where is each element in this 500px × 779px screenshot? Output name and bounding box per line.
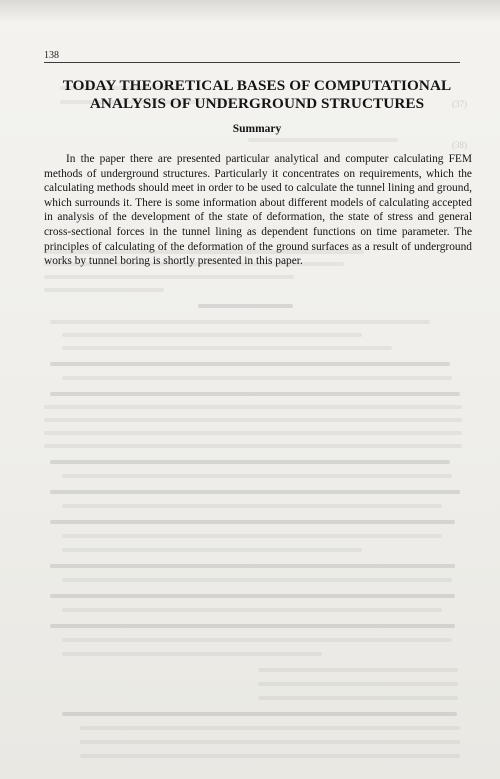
summary-paragraph: In the paper there are presented particular analytical and computer calculating FEM methods of underground structures. Particularly it concentrates on requirements, which the calculating methods should meet in order to be used to calculate the tunnel lining and ground, which surrounds it. There is some information about different models of calculating accepted in analysis of the development of the state of deformation, the state of stress and general cross-sectional forces in the tunnel lining as dependent functions on time parameter. The principles of calculating of the deformation of the ground surfaces as a result of underground works by tunnel boring is shortly presented in this paper. xyxy=(44,153,472,268)
summary-heading: Summary xyxy=(232,123,282,135)
scan-shadow xyxy=(0,0,500,22)
paper-title-line-1: TODAY THEORETICAL BASES OF COMPUTATIONAL xyxy=(62,77,452,94)
show-through-text: (37) (38) xyxy=(0,0,500,779)
header-rule xyxy=(44,62,460,63)
page-number: 138 xyxy=(44,50,59,61)
paper-title-line-2: ANALYSIS OF UNDERGROUND STRUCTURES xyxy=(89,95,425,112)
paper-title xyxy=(44,77,470,113)
